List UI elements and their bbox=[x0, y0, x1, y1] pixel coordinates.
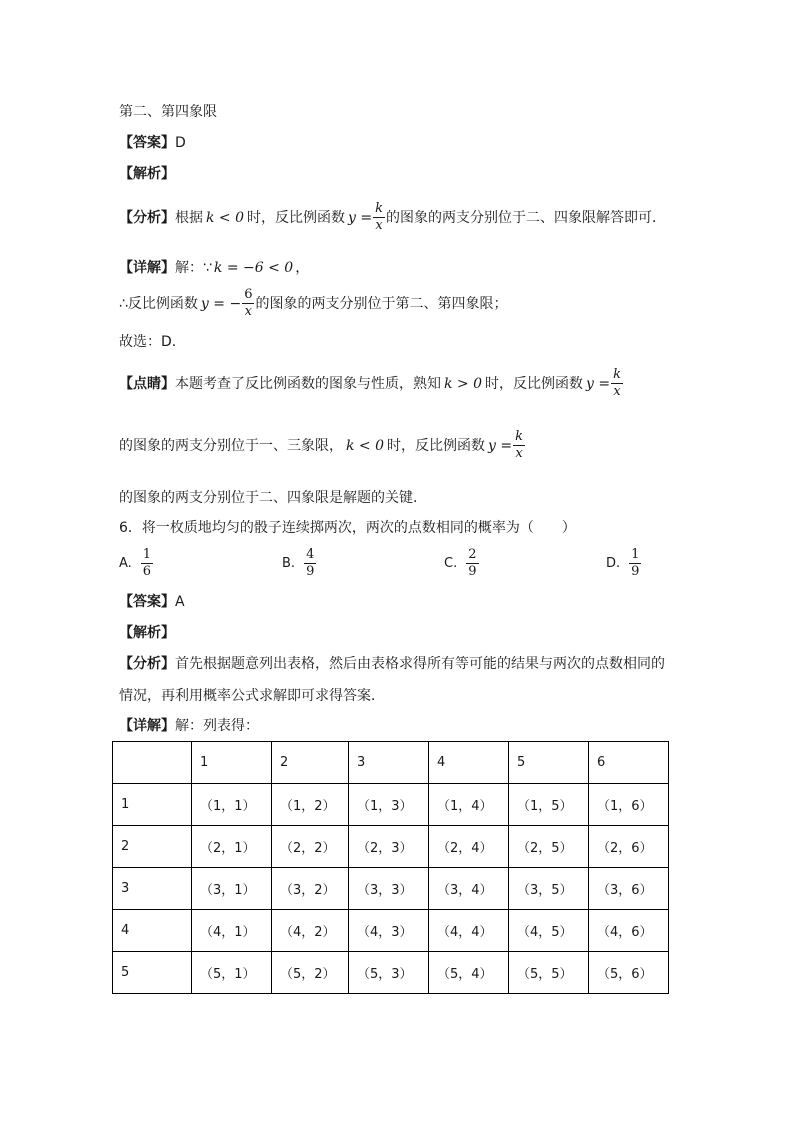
text: 的图象的两支分别位于第二、第四象限； bbox=[255, 295, 508, 312]
therefore-line bbox=[119, 287, 507, 320]
table-cell: （4，3） bbox=[349, 910, 429, 952]
table-cell: （5，4） bbox=[429, 952, 509, 994]
text: 时，反比例函数 bbox=[247, 209, 346, 226]
table-cell: （1，2） bbox=[272, 784, 349, 826]
table-cell: （3，4） bbox=[429, 868, 509, 910]
table-header-cell: 4 bbox=[429, 742, 509, 784]
text: 的图象的两支分别位于二、四象限是解题的关键. bbox=[119, 490, 418, 506]
table-cell: （5，5） bbox=[509, 952, 589, 994]
table-header-row bbox=[113, 742, 669, 784]
table-cell: （4，5） bbox=[509, 910, 589, 952]
analysis-tag: 【解析】 bbox=[119, 625, 175, 641]
text: 的图象的两支分别位于一、三象限， bbox=[119, 437, 343, 454]
question-6 bbox=[119, 519, 576, 537]
option-d bbox=[606, 547, 642, 580]
prev-answer-text bbox=[119, 103, 217, 121]
table-cell: （4，6） bbox=[589, 910, 669, 952]
table-cell: （1，6） bbox=[589, 784, 669, 826]
text: 首先根据题意列出表格，然后由表格求得所有等可能的结果与两次的点数相同的 bbox=[175, 656, 665, 672]
fraction: $\frac{k}{x}$ bbox=[375, 201, 384, 233]
table-cell: （5，2） bbox=[272, 952, 349, 994]
xiangjie-line-1 bbox=[119, 259, 309, 277]
option-b bbox=[282, 547, 317, 580]
option-label: C. bbox=[444, 556, 458, 571]
table-row bbox=[113, 868, 669, 910]
xiangjie-tag: 【详解】 bbox=[119, 260, 175, 276]
dianjing-tag: 【点睛】 bbox=[119, 375, 175, 392]
table-cell: （3，6） bbox=[589, 868, 669, 910]
fraction: $\frac{2}{9}$ bbox=[468, 547, 477, 579]
fenxi-tag: 【分析】 bbox=[119, 209, 175, 226]
text: 根据 bbox=[175, 209, 203, 226]
fenxi-tag: 【分析】 bbox=[119, 656, 175, 672]
table-header-cell: 3 bbox=[349, 742, 429, 784]
table-row bbox=[113, 952, 669, 994]
text: 解：列表得： bbox=[175, 718, 259, 734]
table-cell: （1，4） bbox=[429, 784, 509, 826]
answer-line-2 bbox=[119, 593, 185, 611]
table-cell: （2，1） bbox=[192, 826, 272, 868]
answer-tag: 【答案】 bbox=[119, 594, 175, 610]
math-y: y = bbox=[348, 209, 373, 226]
fraction: $\frac{k}{x}$ bbox=[515, 429, 524, 461]
answer-line-1 bbox=[119, 134, 186, 152]
dianjing-cont-line bbox=[119, 429, 526, 462]
fraction: $\frac{k}{x}$ bbox=[613, 367, 622, 399]
table-cell: （4，2） bbox=[272, 910, 349, 952]
option-c bbox=[444, 547, 480, 580]
text: ∴反比例函数 bbox=[119, 295, 198, 312]
option-label: A. bbox=[119, 556, 132, 571]
table-cell: （2，6） bbox=[589, 826, 669, 868]
table-cell: （5，6） bbox=[589, 952, 669, 994]
analysis-tag: 【解析】 bbox=[119, 166, 175, 182]
text: 时，反比例函数 bbox=[387, 437, 486, 454]
table-cell: 2 bbox=[113, 826, 192, 868]
answer-value: D bbox=[175, 135, 186, 151]
analysis-heading-2 bbox=[119, 624, 175, 642]
dice-outcome-table bbox=[112, 741, 669, 994]
table-header-cell: 2 bbox=[272, 742, 349, 784]
dianjing-end-line bbox=[119, 489, 417, 507]
table-cell: （2，3） bbox=[349, 826, 429, 868]
text: 情况，再利用概率公式求解即可求得答案． bbox=[119, 688, 385, 704]
table-cell: 1 bbox=[113, 784, 192, 826]
table-cell: （2，2） bbox=[272, 826, 349, 868]
table-cell: （1，5） bbox=[509, 784, 589, 826]
text: 时，反比例函数 bbox=[485, 375, 584, 392]
table-header-cell: 5 bbox=[509, 742, 589, 784]
fenxi-line-2 bbox=[119, 655, 665, 673]
fraction: $\frac{1}{9}$ bbox=[631, 547, 640, 579]
text: ， bbox=[295, 260, 310, 276]
answer-value: A bbox=[175, 594, 185, 610]
fraction: $\frac{1}{6}$ bbox=[142, 547, 152, 579]
table-header-cell: 6 bbox=[589, 742, 669, 784]
table-cell: （3，3） bbox=[349, 868, 429, 910]
table-cell: （3，5） bbox=[509, 868, 589, 910]
math-y: y = bbox=[586, 375, 611, 392]
table-cell: （1，1） bbox=[192, 784, 272, 826]
math-expression: k = −6 < 0 bbox=[213, 260, 294, 276]
math-condition: k > 0 bbox=[444, 375, 483, 392]
text: 解：∵ bbox=[175, 260, 212, 276]
table-cell: （1，3） bbox=[349, 784, 429, 826]
math-condition: k < 0 bbox=[206, 209, 245, 226]
table-cell: （2，4） bbox=[429, 826, 509, 868]
table-cell: （4，4） bbox=[429, 910, 509, 952]
text: 本题考查了反比例函数的图象与性质，熟知 bbox=[175, 375, 441, 392]
table-cell: 5 bbox=[113, 952, 192, 994]
table-cell: （4，1） bbox=[192, 910, 272, 952]
xiangjie-line-2 bbox=[119, 717, 259, 735]
table-cell: （5，1） bbox=[192, 952, 272, 994]
table-row bbox=[113, 910, 669, 952]
table-cell: 4 bbox=[113, 910, 192, 952]
xiangjie-tag: 【详解】 bbox=[119, 718, 175, 734]
select-line bbox=[119, 333, 176, 351]
table-header-cell: 1 bbox=[192, 742, 272, 784]
fraction: $\frac{6}{x}$ bbox=[244, 287, 253, 319]
option-a bbox=[119, 547, 154, 580]
table-cell: （3，1） bbox=[192, 868, 272, 910]
table-cell: （2，5） bbox=[509, 826, 589, 868]
fraction: $\frac{4}{9}$ bbox=[306, 547, 315, 579]
question-text: 6．将一枚质地均匀的骰子连续掷两次，两次的点数相同的概率为（ ） bbox=[119, 520, 576, 536]
math-y: y = − bbox=[200, 295, 242, 312]
table-row bbox=[113, 826, 669, 868]
answer-tag: 【答案】 bbox=[119, 135, 175, 151]
option-label: B. bbox=[282, 556, 296, 571]
fenxi-line-1 bbox=[119, 201, 666, 234]
text: 的图象的两支分别位于二、四象限解答即可． bbox=[386, 209, 667, 226]
fenxi-line-2b bbox=[119, 687, 385, 705]
math-condition: k < 0 bbox=[346, 437, 385, 454]
text: 第二、第四象限 bbox=[119, 104, 217, 120]
table-cell: （3，2） bbox=[272, 868, 349, 910]
text: 故选：D. bbox=[119, 334, 177, 350]
option-label: D. bbox=[606, 556, 621, 571]
dianjing-line bbox=[119, 367, 624, 400]
table-header-cell bbox=[113, 742, 192, 784]
table-cell: 3 bbox=[113, 868, 192, 910]
table-cell: （5，3） bbox=[349, 952, 429, 994]
table-row bbox=[113, 784, 669, 826]
analysis-heading-1 bbox=[119, 165, 175, 183]
math-y: y = bbox=[488, 437, 513, 454]
